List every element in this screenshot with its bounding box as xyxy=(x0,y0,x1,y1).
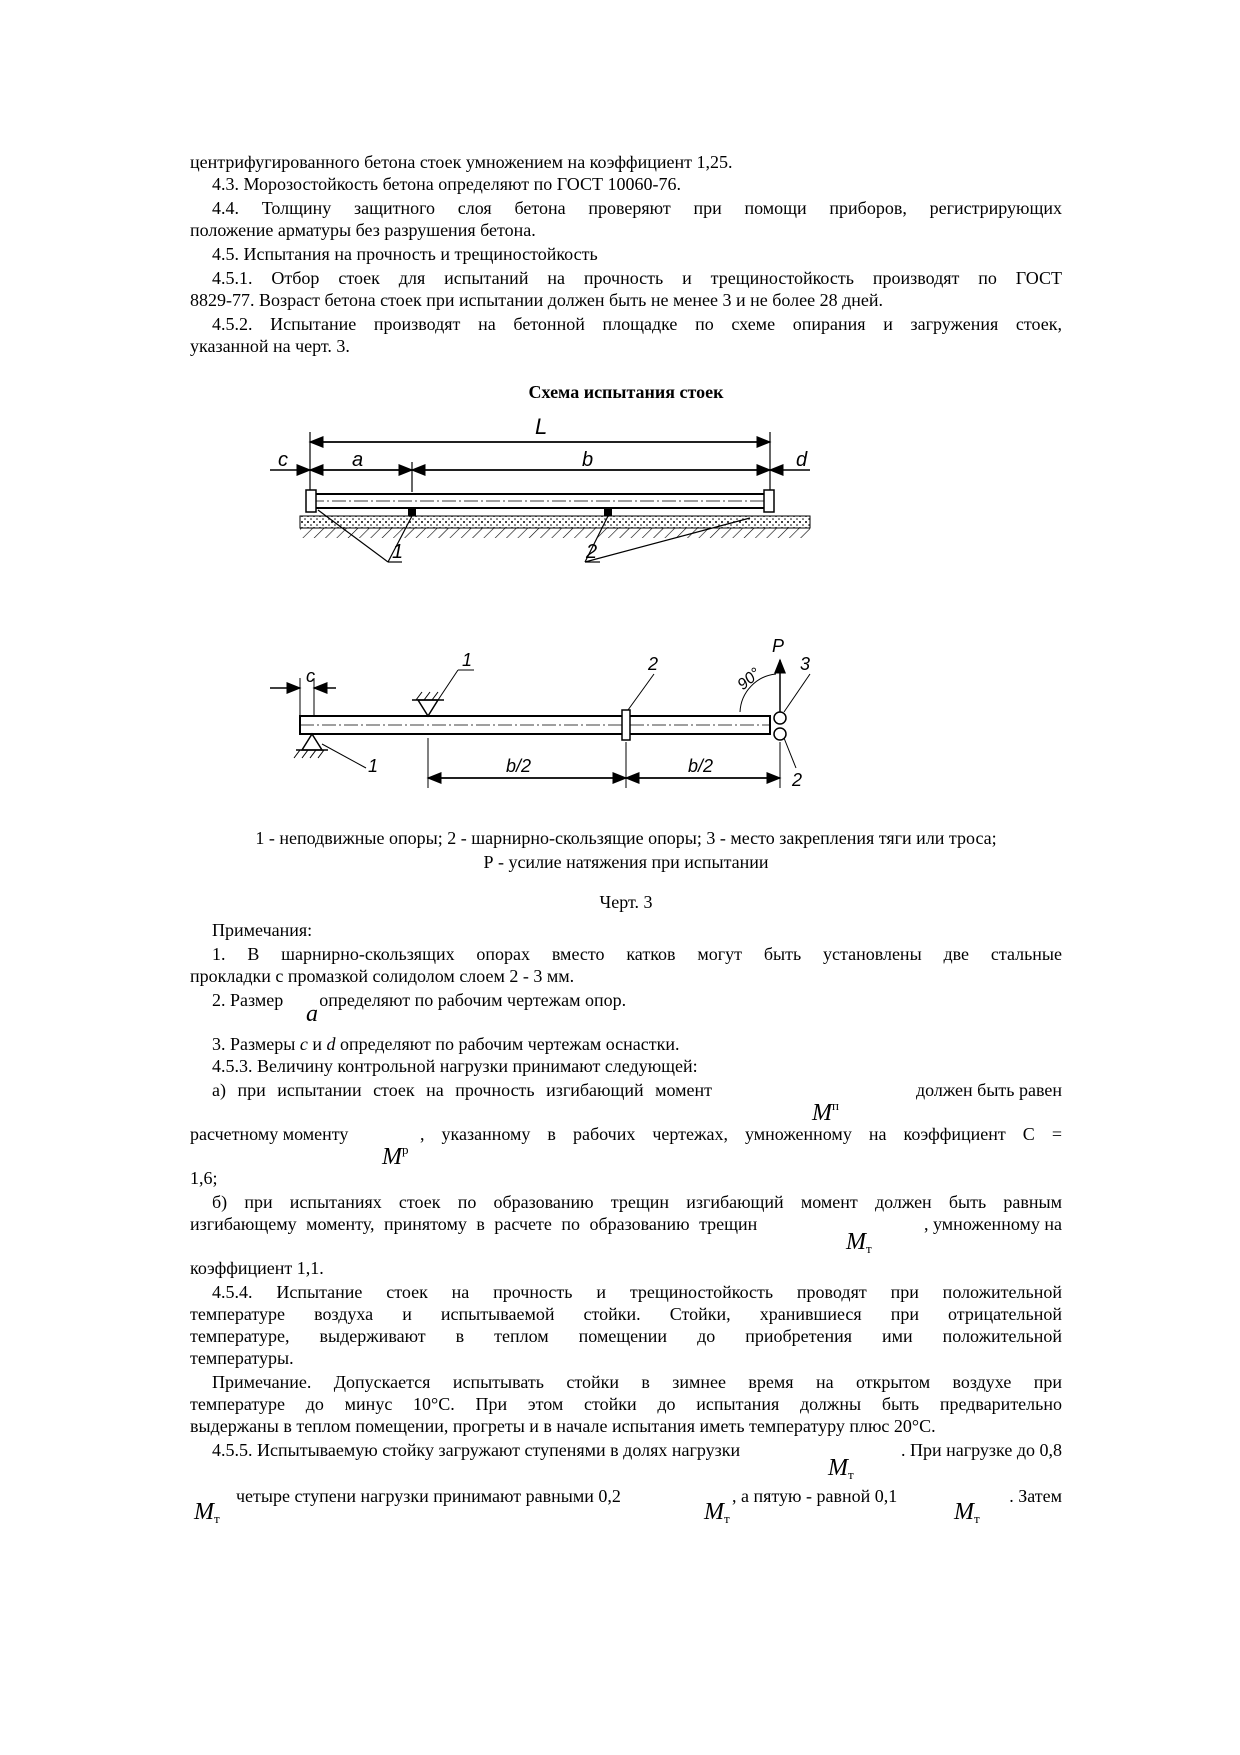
bottom-dim-c-label: c xyxy=(306,666,315,686)
paragraph-line: коэффициент 1,1. xyxy=(190,1258,324,1278)
note-3 xyxy=(190,1032,1062,1056)
angle-label: 90° xyxy=(734,665,765,694)
chart-label: Черт. 3 xyxy=(599,892,653,912)
paragraph-line: 8829-77. Возраст бетона стоек при испытании должен быть не менее 3 и не более 28 дней. xyxy=(190,290,883,310)
note2-pre: 2. Размер xyxy=(212,990,284,1010)
pb2-b: , умноженному на xyxy=(924,1214,1062,1234)
paragraph-line: температуре воздуха и испытываемой стойки. Стойки, хранившиеся при отрицательной xyxy=(190,1304,1062,1324)
paragraph-4-5: 4.5. Испытания на прочность и трещиностойкость xyxy=(212,244,598,264)
paragraph-line: центрифугированного бетона стоек умножением на коэффициент 1,25. xyxy=(190,152,733,172)
dim-half2-label: b/2 xyxy=(688,756,714,776)
p455b-c: . Затем xyxy=(1009,1486,1062,1506)
note3-d: d xyxy=(326,1034,336,1054)
p455b-b: , а пятую - равной 0,1 xyxy=(732,1486,898,1506)
note3-c: c xyxy=(299,1034,308,1054)
paragraph-line: 1,6; xyxy=(190,1168,218,1188)
note-2 xyxy=(190,988,1062,1012)
paragraph-note: Примечание. Допускается испытывать стойки в зимнее время на открытом воздухе при xyxy=(212,1372,1062,1392)
test-scheme-loading-view xyxy=(270,638,830,808)
math-M-t: $M_т$ xyxy=(828,1455,854,1482)
dim-L-label: L xyxy=(535,414,548,439)
pb2-a: изгибающему моменту, принятому в расчете по образованию трещин xyxy=(190,1214,758,1234)
pa1-a: а) при испытании стоек на прочность изгибающий момент xyxy=(212,1080,713,1100)
bottom-callout-1b-label: 1 xyxy=(368,756,379,776)
paragraph-line: температуре до минус 10°С. При этом стойки до испытания должны быть предварительно xyxy=(190,1394,1062,1414)
paragraph-4-3: 4.3. Морозостойкость бетона определяют по ГОСТ 10060-76. xyxy=(212,174,681,194)
paragraph-line: указанной на черт. 3. xyxy=(190,336,350,356)
note3-e: определяют по рабочим чертежам оснастки. xyxy=(335,1034,680,1054)
bottom-callout-1a-label: 1 xyxy=(462,650,473,670)
p455a-b: . При нагрузке до 0,8 xyxy=(901,1440,1062,1460)
note2-post: определяют по рабочим чертежам опор. xyxy=(319,990,627,1010)
paragraph-4-5-1: 4.5.1. Отбор стоек для испытаний на прочность и трещиностойкость производят по ГОСТ xyxy=(212,268,1062,288)
note3-a: 3. Размеры xyxy=(212,1034,300,1054)
pa2-b: , указанному в рабочих чертежах, умноженному на коэффициент С = xyxy=(420,1124,1062,1144)
bottom-callout-2b-label: 2 xyxy=(792,770,803,790)
paragraph-4-5-4: 4.5.4. Испытание стоек на прочность и трещиностойкость проводят при положительной xyxy=(212,1282,1062,1302)
paragraph-a-line1 xyxy=(190,1078,1062,1102)
notes-heading: Примечания: xyxy=(212,920,313,940)
bottom-callout-3-label: 3 xyxy=(800,654,811,674)
bottom-callout-2a-label: 2 xyxy=(648,654,659,674)
test-scheme-top-view xyxy=(270,412,830,592)
paragraph-4-4: 4.4. Толщину защитного слоя бетона проверяют при помощи приборов, регистрирующих xyxy=(212,198,1062,218)
paragraph-4-5-5 xyxy=(190,1438,1062,1462)
paragraph-b-line1: б) при испытаниях стоек по образованию трещин изгибающий момент должен быть равным xyxy=(212,1192,1062,1212)
dim-half1-label: b/2 xyxy=(506,756,532,776)
pa2-a: расчетному моменту xyxy=(190,1124,349,1144)
dim-d-label: d xyxy=(796,449,808,471)
p455a-a: 4.5.5. Испытываемую стойку загружают ступенями в долях нагрузки xyxy=(212,1440,741,1460)
math-M-t: $M_т$ xyxy=(704,1499,730,1526)
figure-caption-2: Р - усилие натяжения при испытании xyxy=(483,852,769,872)
figure-title: Схема испытания стоек xyxy=(528,382,724,402)
paragraph-b-line2 xyxy=(190,1212,1062,1236)
dim-a-label: a xyxy=(352,449,364,471)
callout-2-label: 2 xyxy=(586,541,598,563)
paragraph-4-5-2: 4.5.2. Испытание производят на бетонной площадке по схеме опирания и загружения стоек, xyxy=(212,314,1062,334)
callout-1-label: 1 xyxy=(392,541,404,563)
math-a: a xyxy=(306,1001,318,1027)
note-1: 1. В шарнирно-скользящих опорах вместо катков могут быть установлены две стальные xyxy=(212,944,1062,964)
paragraph-line: температуры. xyxy=(190,1348,294,1368)
force-P-label: P xyxy=(772,638,785,656)
math-M-t: $M_т$ xyxy=(954,1499,980,1526)
paragraph-line: прокладки с промазкой солидолом слоем 2 - 3 мм. xyxy=(190,966,575,986)
pa1-b: должен быть равен xyxy=(915,1080,1062,1100)
math-M-t: $M_т$ xyxy=(846,1229,872,1256)
paragraph-line: положение арматуры без разрушения бетона. xyxy=(190,220,536,240)
paragraph-4-5-5-line2 xyxy=(190,1484,1062,1508)
paragraph-line: выдержаны в теплом помещении, прогреты и в начале испытания иметь температуру плюс 20°С. xyxy=(190,1416,936,1436)
paragraph-4-5-3: 4.5.3. Величину контрольной нагрузки принимают следующей: xyxy=(212,1056,698,1076)
p455b-a: четыре ступени нагрузки принимают равными 0,2 xyxy=(236,1486,621,1506)
figure-caption: 1 - неподвижные опоры; 2 - шарнирно-скользящие опоры; 3 - место закрепления тяги или троса; xyxy=(255,828,997,848)
math-M-t: $M_т$ xyxy=(194,1499,220,1526)
math-M-r: $M^р$ xyxy=(382,1142,409,1170)
dim-b-label: b xyxy=(582,449,594,471)
dim-c-label: c xyxy=(278,449,288,471)
paragraph-a-line2 xyxy=(190,1122,1062,1146)
note3-b: и xyxy=(307,1034,327,1054)
math-M-p: $M^п$ xyxy=(812,1098,839,1126)
paragraph-line: температуре, выдерживают в теплом помещении до приобретения ими положительной xyxy=(190,1326,1062,1346)
